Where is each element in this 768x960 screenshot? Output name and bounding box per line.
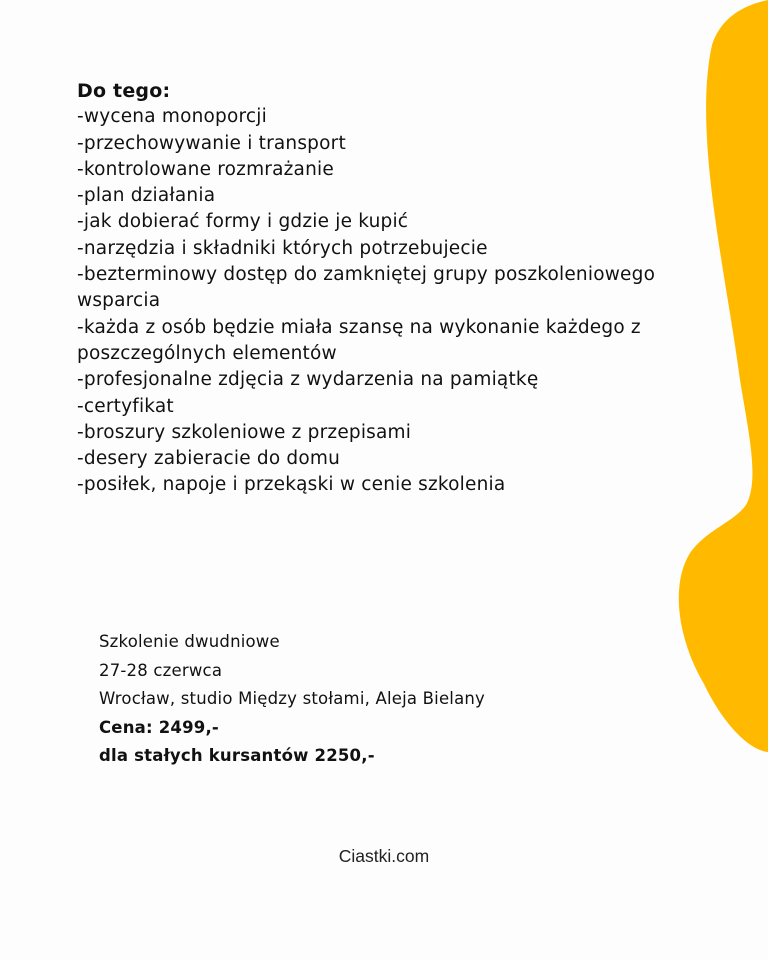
list-item: -wycena monoporcji (77, 106, 267, 128)
footer-site-name: Ciastki.com (338, 846, 430, 866)
includes-list (77, 104, 697, 498)
training-location: Wrocław, studio Między stołami, Aleja Bielany (99, 689, 486, 708)
list-item: -posiłek, napoje i przekąski w cenie szkolenia (77, 474, 506, 496)
list-item: -każda z osób będzie miała szansę na wykonanie każdego z poszczególnych elementów (77, 316, 641, 364)
list-item: -kontrolowane rozmrażanie (77, 158, 334, 180)
includes-section (77, 78, 697, 499)
list-item: -profesjonalne zdjęcia z wydarzenia na pamiątkę (77, 369, 539, 391)
training-info (99, 628, 659, 771)
training-price: Cena: 2499,- (99, 717, 219, 737)
list-item: -jak dobierać formy i gdzie je kupić (77, 211, 409, 233)
list-item: -bezterminowy dostęp do zamkniętej grupy poszkoleniowego wsparcia (77, 264, 656, 312)
list-item: -desery zabieracie do domu (77, 448, 341, 470)
training-type: Szkolenie dwudniowe (99, 632, 280, 651)
includes-title: Do tego: (77, 80, 171, 102)
list-item: -plan działania (77, 185, 216, 207)
list-item: -broszury szkoleniowe z przepisami (77, 421, 412, 443)
list-item: -przechowywanie i transport (77, 132, 346, 154)
training-dates: 27-28 czerwca (99, 660, 223, 680)
list-item: -certyfikat (77, 395, 174, 417)
list-item: -narzędzia i składniki których potrzebujecie (77, 237, 488, 259)
regular-student-price: dla stałych kursantów 2250,- (99, 746, 375, 765)
